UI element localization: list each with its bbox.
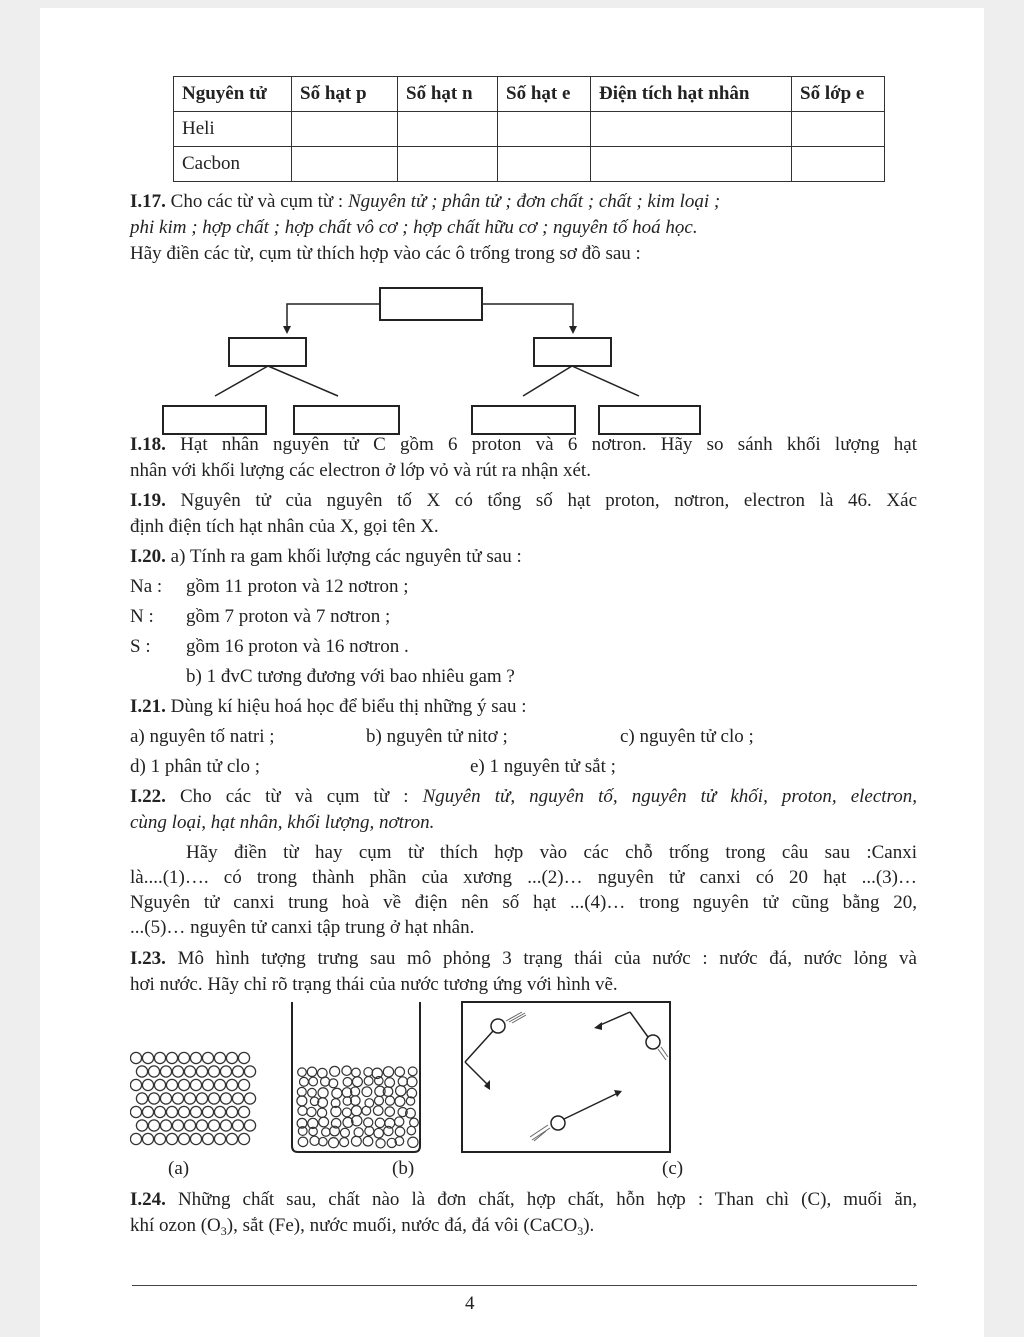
footer-divider [132, 1285, 917, 1286]
ice-molecule [142, 1133, 153, 1144]
vapor-box-figure [460, 1000, 678, 1160]
ice-molecule [190, 1106, 201, 1117]
table-cell [591, 147, 792, 182]
vapor-molecule [551, 1116, 565, 1130]
ice-molecule [136, 1093, 147, 1104]
diagram-branch [215, 366, 268, 396]
liquid-molecule [351, 1106, 361, 1116]
arrow-down-icon [569, 326, 577, 334]
liquid-molecule [410, 1118, 419, 1127]
table-cell [792, 112, 885, 147]
q20-item [130, 604, 390, 630]
liquid-molecule [362, 1106, 371, 1115]
table-header: Số lớp e [792, 77, 885, 112]
ice-molecule [232, 1093, 243, 1104]
q17-terms1: Nguyên tử ; phân tử ; đơn chất ; chất ; kim loại ; [347, 191, 721, 212]
ice-molecule [166, 1133, 177, 1144]
ice-molecule [160, 1093, 171, 1104]
table-header: Số hạt p [292, 77, 398, 112]
document-page [40, 8, 984, 1337]
ice-molecule [214, 1052, 225, 1063]
table-cell [498, 112, 591, 147]
q22-paragraph-line: Hãy điền từ hay cụm từ thích hợp vào các chỗ trống trong câu sau :Canxi [186, 842, 917, 863]
atom-table [173, 76, 885, 182]
ice-molecule [136, 1066, 147, 1077]
liquid-molecule [340, 1138, 349, 1147]
liquid-molecule [330, 1066, 340, 1076]
page-number: 4 [465, 1293, 475, 1314]
element-symbol: N : [130, 606, 154, 627]
table-cell [498, 147, 591, 182]
q23-number: I.23. [130, 948, 166, 969]
q22-number: I.22. [130, 786, 166, 807]
diagram-box-leaf-4[interactable] [599, 406, 700, 434]
q23-line2: hơi nước. Hãy chỉ rõ trạng thái của nước tương ứng với hình vẽ. [130, 974, 618, 995]
liquid-molecule [332, 1088, 342, 1098]
liquid-molecule [408, 1067, 417, 1076]
q17-number: I.17. [130, 191, 166, 212]
ice-lattice-figure [130, 1050, 260, 1150]
ice-molecule [196, 1093, 207, 1104]
liquid-molecule [364, 1076, 373, 1085]
q17-line1 [130, 189, 720, 215]
ice-molecule [202, 1052, 213, 1063]
q22-terms1: Nguyên tử, nguyên tố, nguyên tử khối, proton, electron, [422, 786, 917, 807]
q24-text-part: ). [583, 1215, 595, 1236]
ice-molecule [196, 1120, 207, 1131]
liquid-molecule [300, 1077, 309, 1086]
ice-molecule [172, 1093, 183, 1104]
diagram-connector-right [482, 304, 573, 328]
ice-molecule [184, 1066, 195, 1077]
q24-text-part: khí ozon (O [130, 1215, 221, 1236]
liquid-molecule [342, 1108, 351, 1117]
diagram-connector-left [287, 304, 380, 328]
vapor-molecule [491, 1019, 505, 1033]
q19-line2: định điện tích hạt nhân của X, gọi tên X. [130, 516, 439, 537]
liquid-molecule [309, 1077, 318, 1086]
ice-molecule [130, 1133, 141, 1144]
q24-number: I.24. [130, 1189, 166, 1210]
ice-molecule [220, 1093, 231, 1104]
liquid-molecule [395, 1127, 404, 1136]
ice-molecule [166, 1052, 177, 1063]
table-cell: Cacbon [174, 147, 292, 182]
liquid-molecule [407, 1077, 417, 1087]
q17-task: Hãy điền các từ, cụm từ thích hợp vào các ô trống trong sơ đồ sau : [130, 243, 641, 264]
liquid-molecule [385, 1078, 395, 1088]
table-cell [292, 147, 398, 182]
motion-line [630, 1012, 648, 1037]
q18-number: I.18. [130, 434, 166, 455]
q23-line1 [130, 946, 917, 972]
ice-molecule [232, 1120, 243, 1131]
table-cell [591, 112, 792, 147]
figure-label-a: (a) [168, 1158, 190, 1179]
ice-molecule [196, 1066, 207, 1077]
ice-molecule [160, 1066, 171, 1077]
liquid-molecule [363, 1136, 373, 1146]
table-row [174, 112, 885, 147]
ice-molecule [226, 1079, 237, 1090]
ice-molecule [232, 1066, 243, 1077]
q20-line-a [130, 544, 522, 570]
ice-molecule [184, 1093, 195, 1104]
liquid-molecule [385, 1096, 394, 1105]
q22-paragraph-line: ...(5)… nguyên tử canxi tập trung ở hạt nhân. [130, 917, 475, 938]
q21-intro: Dùng kí hiệu hoá học để biểu thị những ý sau : [170, 696, 527, 717]
motion-line [465, 1062, 488, 1085]
ice-molecule [238, 1079, 249, 1090]
figure-label-c: (c) [662, 1158, 684, 1179]
ice-molecule [130, 1079, 141, 1090]
liquid-molecule [398, 1077, 407, 1086]
liquid-molecule [383, 1067, 393, 1077]
liquid-molecule [322, 1128, 330, 1136]
liquid-molecule [298, 1068, 307, 1077]
arrow-down-icon [283, 326, 291, 334]
subscript: 3 [577, 1224, 584, 1238]
ice-molecule [202, 1079, 213, 1090]
liquid-molecule [352, 1068, 361, 1077]
motion-line [465, 1031, 493, 1062]
q21-option-c: c) nguyên tử clo ; [620, 726, 754, 747]
diagram-box-leaf-1[interactable] [163, 406, 266, 434]
ice-molecule [214, 1106, 225, 1117]
liquid-molecule [319, 1137, 327, 1145]
liquid-molecule [321, 1077, 330, 1086]
liquid-molecule [395, 1096, 405, 1106]
arrow-icon [614, 1090, 622, 1097]
ice-molecule [244, 1066, 255, 1077]
liquid-molecule [318, 1088, 328, 1098]
ice-molecule [172, 1066, 183, 1077]
q21-option-e: e) 1 nguyên tử sắt ; [470, 756, 616, 777]
element-desc: gồm 7 proton và 7 nơtron ; [186, 606, 391, 627]
diagram-box-leaf-3[interactable] [472, 406, 575, 434]
ice-molecule [214, 1133, 225, 1144]
ice-molecule [208, 1093, 219, 1104]
table-header: Nguyên tử [174, 77, 292, 112]
ice-molecule [130, 1106, 141, 1117]
element-symbol: Na : [130, 576, 163, 597]
ice-molecule [226, 1106, 237, 1117]
q22-intro: Cho các từ và cụm từ : [179, 786, 409, 807]
ice-molecule [172, 1120, 183, 1131]
q22-line1 [130, 784, 917, 810]
motion-trail [506, 1012, 526, 1023]
q24-text: Những chất sau, chất nào là đơn chất, hợp chất, hỗn hợp : Than chì (C), muối ăn, [177, 1189, 918, 1210]
ice-molecule [220, 1066, 231, 1077]
q23-text: Mô hình tượng trưng sau mô phỏng 3 trạng thái của nước : nước đá, nước lỏng và [177, 948, 917, 969]
table-row [174, 147, 885, 182]
liquid-molecule [376, 1139, 385, 1148]
ice-molecule [136, 1120, 147, 1131]
ice-molecule [226, 1052, 237, 1063]
liquid-molecule [342, 1066, 351, 1075]
q22-terms2: cùng loại, hạt nhân, khối lượng, nơtron. [130, 812, 435, 833]
q21-intro-line [130, 694, 527, 720]
liquid-molecule [354, 1128, 363, 1137]
ice-molecule [208, 1120, 219, 1131]
liquid-molecule [365, 1126, 374, 1135]
liquid-molecule [374, 1128, 384, 1138]
liquid-molecule [319, 1117, 329, 1127]
diagram-branch [268, 366, 338, 396]
liquid-molecule [310, 1136, 319, 1145]
table-cell: Heli [174, 112, 292, 147]
q18-line2: nhân với khối lượng các electron ở lớp vỏ và rút ra nhận xét. [130, 460, 591, 481]
ice-molecule [154, 1079, 165, 1090]
subscript: 3 [220, 1224, 227, 1238]
figure-label-b: (b) [392, 1158, 415, 1179]
ice-molecule [190, 1052, 201, 1063]
ice-molecule [220, 1120, 231, 1131]
q18-line1 [130, 432, 917, 458]
q17-intro: Cho các từ và cụm từ : [170, 191, 344, 212]
q22-paragraph-line: là....(1)…. có trong thành phần của xương ...(2)… nguyên tử canxi có 20 hạt ...(3)… [130, 867, 917, 888]
table-header: Điện tích hạt nhân [591, 77, 792, 112]
ice-molecule [244, 1093, 255, 1104]
liquid-molecule [307, 1067, 316, 1076]
motion-line [598, 1012, 630, 1026]
vapor-molecule [646, 1035, 660, 1049]
liquid-molecule [407, 1126, 416, 1135]
ice-molecule [142, 1079, 153, 1090]
ice-molecule [208, 1066, 219, 1077]
q18-text: Hạt nhân nguyên tử C gồm 6 proton và 6 nơtron. Hãy so sánh khối lượng hạt [180, 434, 918, 455]
ice-molecule [148, 1093, 159, 1104]
ice-molecule [238, 1133, 249, 1144]
q21-option-a: a) nguyên tố natri ; [130, 726, 275, 747]
ice-molecule [148, 1120, 159, 1131]
ice-molecule [160, 1120, 171, 1131]
table-cell [792, 147, 885, 182]
ice-molecule [142, 1106, 153, 1117]
liquid-molecule [297, 1096, 307, 1106]
q19-text: Nguyên tử của nguyên tố X có tổng số hạt proton, nơtron, electron là 46. Xác [180, 490, 917, 511]
motion-line [564, 1093, 618, 1119]
q24-line1 [130, 1187, 917, 1213]
ice-molecule [238, 1106, 249, 1117]
q19-number: I.19. [130, 490, 166, 511]
table-cell [292, 112, 398, 147]
ice-molecule [178, 1106, 189, 1117]
arrow-icon [594, 1022, 602, 1030]
table-cell [398, 147, 498, 182]
q21-option-d: d) 1 phân tử clo ; [130, 756, 261, 777]
q20-part-b: b) 1 đvC tương đương với bao nhiêu gam ? [186, 666, 515, 687]
q20-part-a: a) Tính ra gam khối lượng các nguyên tử sau : [170, 546, 522, 567]
motion-trail [530, 1125, 550, 1141]
ice-molecule [166, 1106, 177, 1117]
ice-molecule [214, 1079, 225, 1090]
diagram-branch [523, 366, 572, 396]
ice-molecule [130, 1052, 141, 1063]
liquid-beaker-figure [288, 1000, 428, 1155]
liquid-molecule [298, 1137, 308, 1147]
liquid-molecule [395, 1067, 405, 1077]
liquid-molecule [340, 1128, 349, 1137]
q22-paragraph-line: Nguyên tử canxi trung hoà về điện nên số hạt ...(4)… trong nguyên tử cũng bằng 20, [130, 892, 917, 913]
liquid-molecule [298, 1106, 307, 1115]
diagram-box-left[interactable] [229, 338, 306, 366]
motion-trail [658, 1047, 668, 1060]
liquid-molecule [308, 1088, 317, 1097]
concept-tree-diagram [150, 278, 730, 438]
diagram-box-right[interactable] [534, 338, 611, 366]
ice-molecule [178, 1133, 189, 1144]
liquid-molecule [364, 1118, 373, 1127]
q20-item [130, 634, 409, 660]
q21-option-b: b) nguyên tử nitơ ; [366, 726, 508, 747]
liquid-molecule [385, 1107, 394, 1116]
ice-molecule [142, 1052, 153, 1063]
q21-number: I.21. [130, 696, 166, 717]
liquid-molecule [351, 1136, 361, 1146]
liquid-molecule [373, 1106, 383, 1116]
table-header-row [174, 77, 885, 112]
ice-molecule [184, 1120, 195, 1131]
q24-text-part: ), sắt (Fe), nước muối, nước đá, đá vôi (CaCO [226, 1215, 578, 1236]
element-desc: gồm 11 proton và 12 nơtron ; [186, 576, 409, 597]
table-header: Số hạt e [498, 77, 591, 112]
ice-molecule [178, 1079, 189, 1090]
element-symbol: S : [130, 636, 151, 657]
ice-molecule [148, 1066, 159, 1077]
liquid-molecule [343, 1077, 352, 1086]
liquid-molecule [408, 1137, 418, 1147]
liquid-molecule [362, 1087, 372, 1097]
liquid-molecule [329, 1079, 338, 1088]
q24-line2 [130, 1213, 594, 1240]
ice-molecule [190, 1133, 201, 1144]
diagram-box-leaf-2[interactable] [294, 406, 399, 434]
diagram-branch [572, 366, 639, 396]
liquid-molecule [396, 1086, 406, 1096]
q20-number: I.20. [130, 546, 166, 567]
element-desc: gồm 16 proton và 16 nơtron . [186, 636, 409, 657]
liquid-molecule [352, 1077, 362, 1087]
liquid-molecule [374, 1096, 383, 1105]
ice-molecule [190, 1079, 201, 1090]
ice-molecule [166, 1079, 177, 1090]
q19-line1 [130, 488, 917, 514]
liquid-molecule [307, 1107, 316, 1116]
table-header: Số hạt n [398, 77, 498, 112]
table-cell [398, 112, 498, 147]
liquid-molecule [297, 1087, 306, 1096]
liquid-molecule [395, 1117, 404, 1126]
ice-molecule [154, 1133, 165, 1144]
ice-molecule [244, 1120, 255, 1131]
ice-molecule [154, 1106, 165, 1117]
liquid-molecule [375, 1118, 384, 1127]
q17-terms2: phi kim ; hợp chất ; hợp chất vô cơ ; hợp chất hữu cơ ; nguyên tố hoá học. [130, 217, 698, 238]
ice-molecule [154, 1052, 165, 1063]
ice-molecule [202, 1106, 213, 1117]
liquid-molecule [317, 1108, 326, 1117]
ice-molecule [238, 1052, 249, 1063]
ice-molecule [202, 1133, 213, 1144]
liquid-molecule [364, 1068, 373, 1077]
q20-item [130, 574, 409, 600]
diagram-box-root[interactable] [380, 288, 482, 320]
ice-molecule [226, 1133, 237, 1144]
liquid-molecule [328, 1138, 338, 1148]
ice-molecule [178, 1052, 189, 1063]
